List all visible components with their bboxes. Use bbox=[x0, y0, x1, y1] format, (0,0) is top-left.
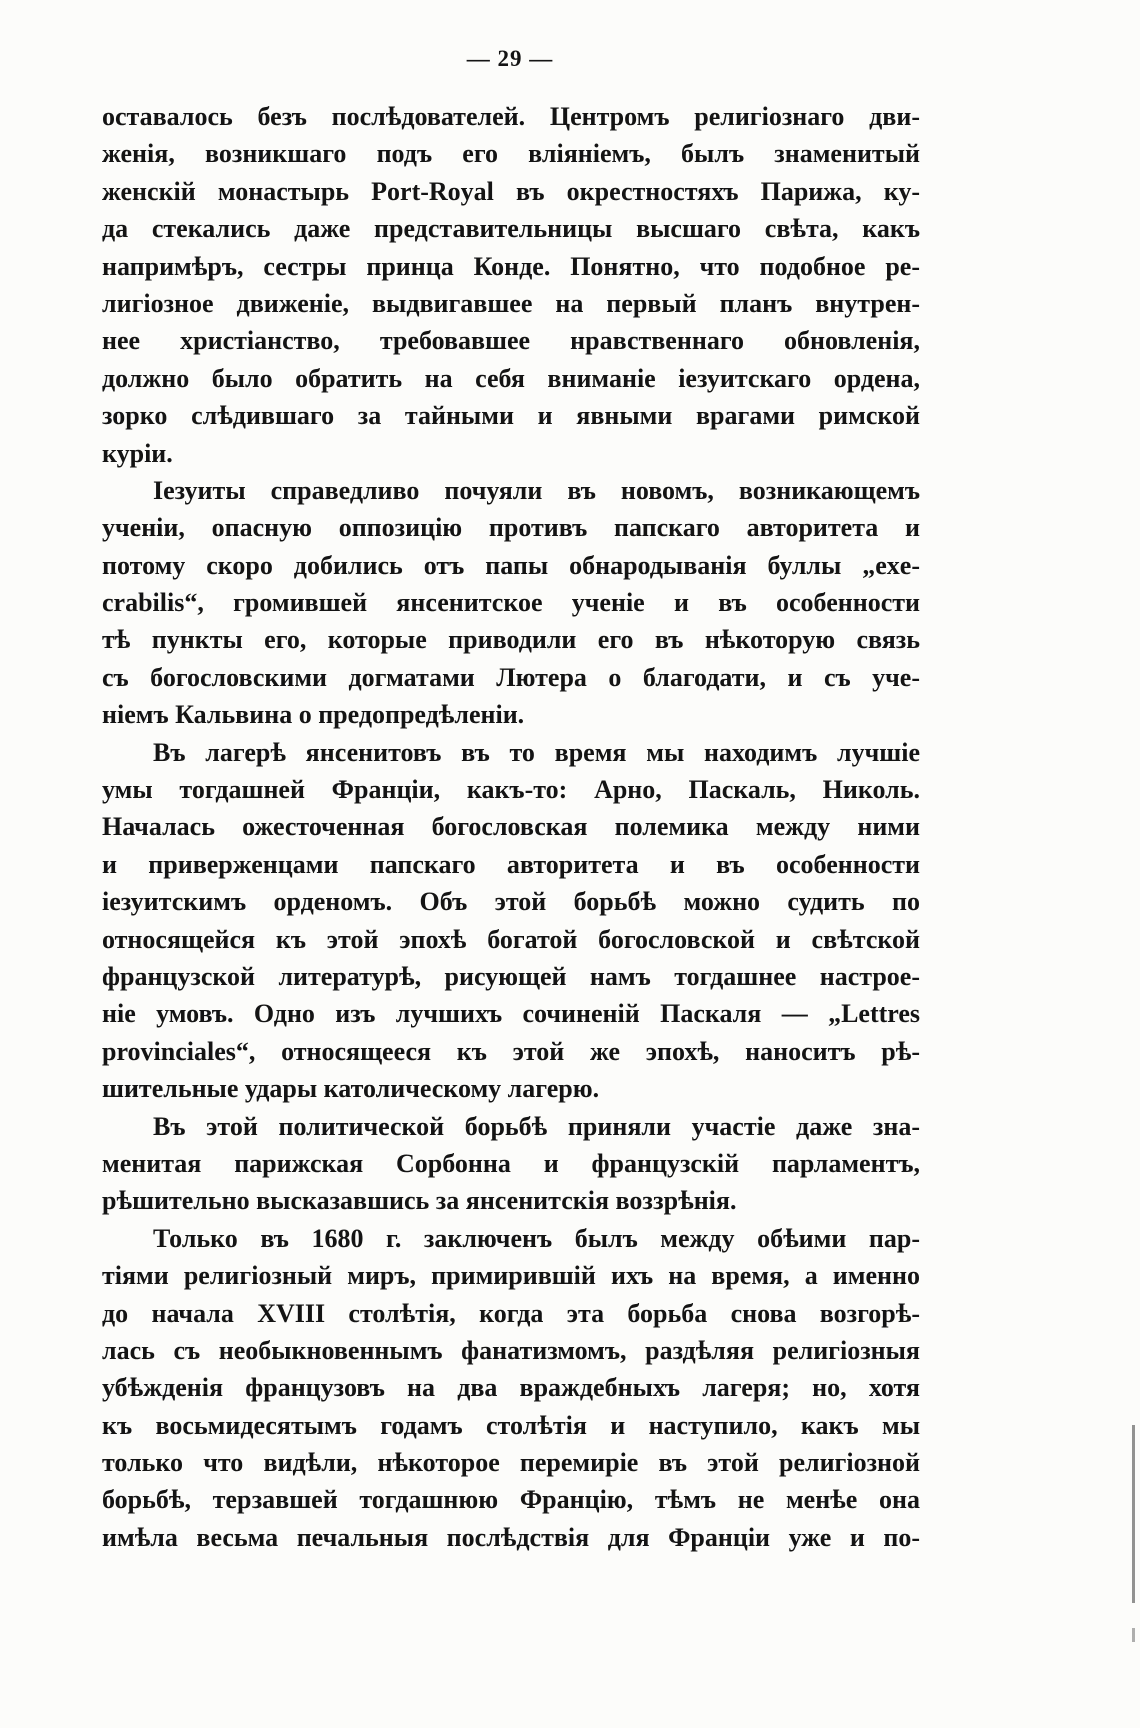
text-line: оставалось безъ послѣдователей. Центромъ религіознаго дви- bbox=[102, 102, 920, 131]
text-line: до начала XVIII столѣтія, когда эта борьба снова возгорѣ- bbox=[102, 1298, 920, 1328]
paragraph bbox=[102, 1220, 920, 1557]
text-line: Только въ 1680 г. заключенъ былъ между обѣими пар- bbox=[153, 1223, 920, 1253]
text-line: crabilis“, громившей янсенитское ученіе и въ особенности bbox=[102, 588, 920, 618]
text-line: умы тогдашней Франціи, какъ-то: Арно, Паскаль, Николь. bbox=[102, 775, 920, 805]
text-line: ніе умовъ. Одно изъ лучшихъ сочиненій Паскаля — „Lettres bbox=[102, 999, 920, 1029]
text-line: напримѣръ, сестры принца Конде. Понятно, что подобное ре- bbox=[102, 251, 920, 281]
text-line: женскій монастырь Port-Royal въ окрестностяхъ Парижа, ку- bbox=[102, 176, 920, 206]
text-line: зорко слѣдившаго за тайными и явными врагами римской bbox=[102, 401, 920, 431]
text-line: борьбѣ, терзавшей тогдашнюю Францію, тѣмъ не менѣе она bbox=[102, 1485, 920, 1515]
text-line: іезуитскимъ орденомъ. Объ этой борьбѣ можно судить по bbox=[102, 887, 920, 917]
text-line: должно было обратить на себя вниманіе іезуитскаго ордена, bbox=[102, 363, 920, 393]
text-line: Іезуиты справедливо почуяли въ новомъ, возникающемъ bbox=[153, 475, 920, 505]
text-line: потому скоро добились отъ папы обнародыванія буллы „exe- bbox=[102, 550, 920, 580]
text-line: да стекались даже представительницы высшаго свѣта, какъ bbox=[102, 214, 920, 244]
text-line: куріи. bbox=[102, 438, 173, 468]
text-line: къ восьмидесятымъ годамъ столѣтія и наступило, какъ мы bbox=[102, 1410, 920, 1440]
text-line: тіями религіозный миръ, примирившій ихъ на время, а именно bbox=[102, 1261, 920, 1291]
text-line: шительные удары католическому лагерю. bbox=[102, 1074, 600, 1104]
text-line: Началась ожесточенная богословская полемика между ними bbox=[102, 812, 920, 842]
body-text bbox=[102, 98, 920, 1556]
text-line: лигіозное движеніе, выдвигавшее на первый планъ внутрен- bbox=[102, 288, 920, 318]
text-line: женія, возникшаго подъ его вліяніемъ, былъ знаменитый bbox=[102, 139, 920, 169]
text-line: Въ этой политической борьбѣ приняли участіе даже зна- bbox=[153, 1111, 920, 1141]
text-line: ученіи, опасную оппозицію противъ папскаго авторитета и bbox=[102, 513, 920, 543]
text-line: французской литературѣ, рисующей намъ тогдашнее настрое- bbox=[102, 961, 920, 991]
scan-edge-mark bbox=[1132, 1425, 1135, 1603]
paragraph bbox=[102, 472, 920, 734]
text-line: нее христіанство, требовавшее нравственнаго обновленія, bbox=[102, 326, 920, 356]
text-line: Въ лагерѣ янсенитовъ въ то время мы находимъ лучшіе bbox=[153, 737, 920, 767]
paragraph bbox=[102, 734, 920, 1108]
text-line: убѣжденія французовъ на два враждебныхъ лагеря; но, хотя bbox=[102, 1373, 920, 1403]
text-line: съ богословскими догматами Лютера о благодати, и съ уче- bbox=[102, 662, 920, 692]
text-line: тѣ пункты его, которые приводили его въ нѣкоторую связь bbox=[102, 625, 920, 655]
text-line: и приверженцами папскаго авторитета и въ особенности bbox=[102, 849, 920, 879]
text-line: лась съ необыкновеннымъ фанатизмомъ, раздѣляя религіозныя bbox=[102, 1335, 920, 1365]
text-line: ніемъ Кальвина о предопредѣленіи. bbox=[102, 700, 525, 730]
text-line: относящейся къ этой эпохѣ богатой богословской и свѣтской bbox=[102, 924, 920, 954]
text-line: только что видѣли, нѣкоторое перемиріе въ этой религіозной bbox=[102, 1448, 920, 1478]
paragraph bbox=[102, 98, 920, 472]
page-number: — 29 — bbox=[466, 46, 554, 71]
paragraph bbox=[102, 1108, 920, 1220]
text-line: рѣшительно высказавшись за янсенитскія воззрѣнія. bbox=[102, 1186, 737, 1216]
text-line: provinciales“, относящееся къ этой же эпохѣ, наноситъ рѣ- bbox=[102, 1036, 920, 1066]
scan-edge-mark bbox=[1132, 1628, 1135, 1642]
text-line: менитая парижская Сорбонна и французскій парламентъ, bbox=[102, 1148, 920, 1178]
text-line: имѣла весьма печальныя послѣдствія для Франціи уже и по- bbox=[102, 1522, 920, 1552]
